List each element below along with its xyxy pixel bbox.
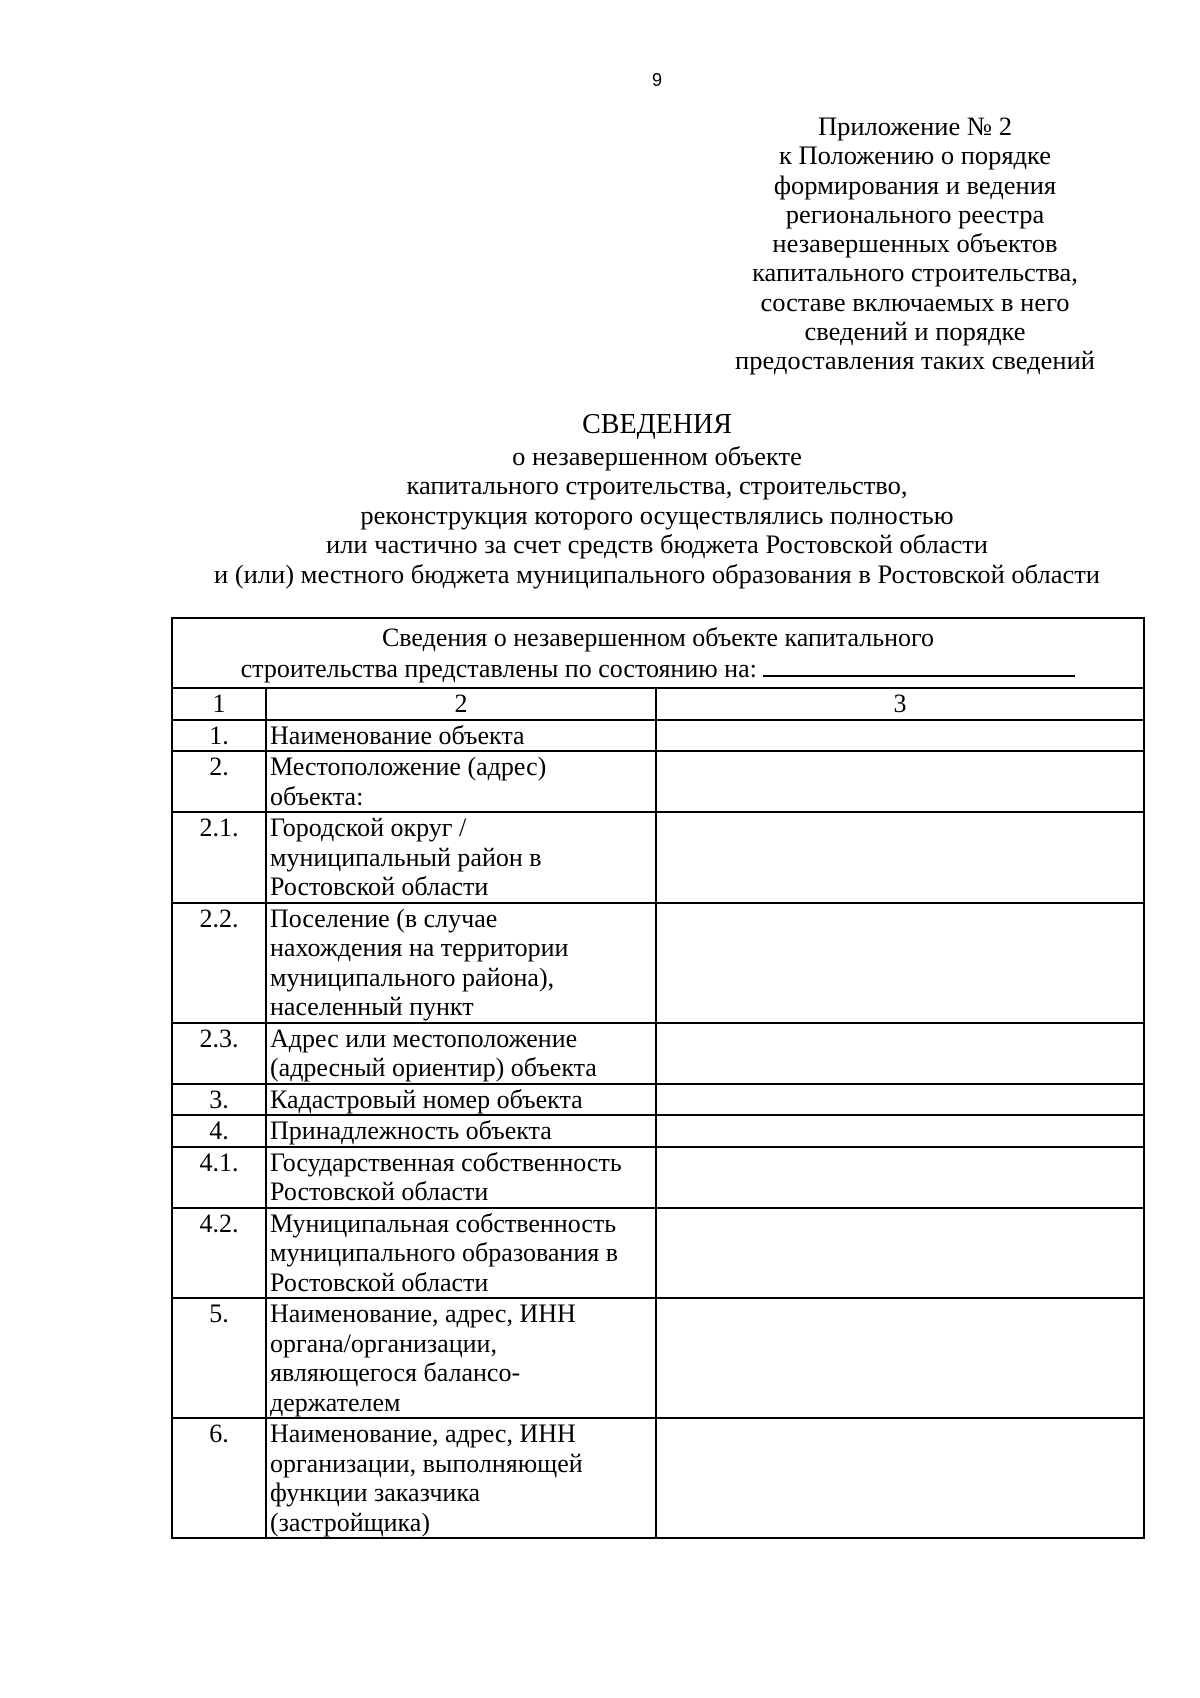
- table-row: [172, 1208, 1144, 1299]
- row-number: 4.1.: [172, 1147, 266, 1208]
- row-value-cell[interactable]: [656, 720, 1144, 752]
- row-number: 2.2.: [172, 903, 266, 1023]
- row-value-cell[interactable]: [656, 1023, 1144, 1084]
- row-value-cell[interactable]: [656, 1115, 1144, 1147]
- table-row: [172, 1418, 1144, 1538]
- subtitle-line: о незавершенном объекте: [512, 441, 802, 471]
- table-row: [172, 1298, 1144, 1418]
- row-label-line: Поселение (в случае: [270, 903, 498, 933]
- appendix-line: незавершенных объектов: [772, 228, 1058, 259]
- table-row: [172, 1115, 1144, 1147]
- subtitle-line: или частично за счет средств бюджета Ростовской области: [326, 529, 988, 560]
- row-label: [266, 1147, 656, 1208]
- document-title: СВЕДЕНИЯ: [582, 409, 732, 440]
- row-number: 2.3.: [172, 1023, 266, 1084]
- row-number: 3.: [172, 1084, 266, 1116]
- appendix-note: [700, 112, 1130, 376]
- row-value-cell[interactable]: [656, 903, 1144, 1023]
- appendix-line: предоставления таких сведений: [735, 345, 1095, 376]
- row-label-line: организации, выполняющей: [270, 1448, 583, 1478]
- row-label-line: Кадастровый номер объекта: [270, 1084, 583, 1114]
- row-label-line: Ростовской области: [270, 872, 489, 901]
- appendix-line: к Положению о порядке: [778, 140, 1052, 171]
- appendix-line: формирования и ведения: [773, 169, 1057, 200]
- row-label: [266, 1115, 656, 1147]
- row-label-line: (застройщика): [270, 1507, 430, 1537]
- row-label-line: муниципальный район в: [270, 842, 542, 872]
- row-number: 4.: [172, 1115, 266, 1147]
- row-number: 4.2.: [172, 1208, 266, 1299]
- appendix-line: регионального реестра: [785, 198, 1045, 229]
- column-numbers-row: [172, 688, 1144, 720]
- row-label: [266, 1418, 656, 1538]
- row-label-line: Городской округ /: [270, 813, 467, 842]
- row-number: 6.: [172, 1418, 266, 1538]
- row-label: [266, 720, 656, 752]
- table-row: [172, 812, 1144, 903]
- row-number: 2.1.: [172, 812, 266, 903]
- row-label-line: Принадлежность объекта: [270, 1116, 552, 1145]
- table-row: [172, 1084, 1144, 1116]
- row-number: 1.: [172, 720, 266, 752]
- row-label-line: населенный пункт: [270, 992, 474, 1021]
- table-row: [172, 751, 1144, 812]
- row-label: [266, 1298, 656, 1418]
- row-label-line: Ростовской области: [270, 1267, 489, 1297]
- appendix-line: сведений и порядке: [804, 316, 1026, 347]
- row-label-line: Наименование, адрес, ИНН: [270, 1299, 576, 1328]
- row-label-line: Местоположение (адрес): [270, 752, 547, 781]
- table-header-cell: [172, 618, 1144, 688]
- row-label: [266, 1208, 656, 1299]
- row-label-line: объекта:: [270, 781, 364, 811]
- row-label-line: муниципального образования в: [270, 1238, 618, 1267]
- column-number: 1: [172, 688, 266, 720]
- row-value-cell[interactable]: [656, 1208, 1144, 1299]
- row-label: [266, 751, 656, 812]
- table-header-text: строительства представлены по состоянию на:: [240, 654, 757, 683]
- row-label-line: Государственная собственность: [270, 1147, 622, 1177]
- row-label-line: Наименование, адрес, ИНН: [270, 1419, 576, 1448]
- column-number: 3: [656, 688, 1144, 720]
- row-label-line: (адресный ориентир) объекта: [270, 1053, 597, 1082]
- row-value-cell[interactable]: [656, 1084, 1144, 1116]
- row-label-line: Муниципальная собственность: [270, 1208, 617, 1238]
- document-subtitle: [150, 442, 1164, 589]
- table-row: [172, 903, 1144, 1023]
- row-label-line: органа/организации,: [270, 1328, 497, 1358]
- page-number: 9: [651, 70, 662, 90]
- row-value-cell[interactable]: [656, 812, 1144, 903]
- row-label-line: Адрес или местоположение: [270, 1023, 578, 1053]
- info-table: [171, 617, 1145, 1539]
- subtitle-line: реконструкция которого осуществлялись полностью: [360, 499, 954, 530]
- row-label-line: муниципального района),: [270, 962, 555, 992]
- row-label-line: функции заказчика: [270, 1478, 481, 1507]
- table-header-line: Сведения о незавершенном объекте капитального: [381, 623, 935, 652]
- row-label: [266, 1084, 656, 1116]
- row-label-line: Ростовской области: [270, 1177, 489, 1206]
- table-row: [172, 1023, 1144, 1084]
- row-label-line: нахождения на территории: [270, 933, 569, 962]
- row-label-line: являющегося балансо-: [270, 1358, 521, 1387]
- date-blank-line: [763, 674, 1075, 677]
- row-number: 2.: [172, 751, 266, 812]
- row-label: [266, 812, 656, 903]
- table-row: [172, 720, 1144, 752]
- row-value-cell[interactable]: [656, 1418, 1144, 1538]
- table-header-line2: [173, 653, 1143, 684]
- subtitle-line: и (или) местного бюджета муниципального образования в Ростовской области: [214, 558, 1100, 589]
- row-value-cell[interactable]: [656, 1298, 1144, 1418]
- appendix-line: Приложение № 2: [817, 111, 1012, 141]
- row-value-cell[interactable]: [656, 751, 1144, 812]
- column-number: 2: [266, 688, 656, 720]
- table-row: [172, 1147, 1144, 1208]
- row-label-line: Наименование объекта: [270, 720, 525, 750]
- row-label-line: держателем: [270, 1387, 401, 1417]
- appendix-line: капитального строительства,: [752, 257, 1078, 288]
- row-value-cell[interactable]: [656, 1147, 1144, 1208]
- table-header-row: [172, 618, 1144, 688]
- subtitle-line: капитального строительства, строительство,: [406, 470, 908, 501]
- appendix-line: составе включаемых в него: [760, 286, 1070, 317]
- row-label: [266, 903, 656, 1023]
- row-label: [266, 1023, 656, 1084]
- row-number: 5.: [172, 1298, 266, 1418]
